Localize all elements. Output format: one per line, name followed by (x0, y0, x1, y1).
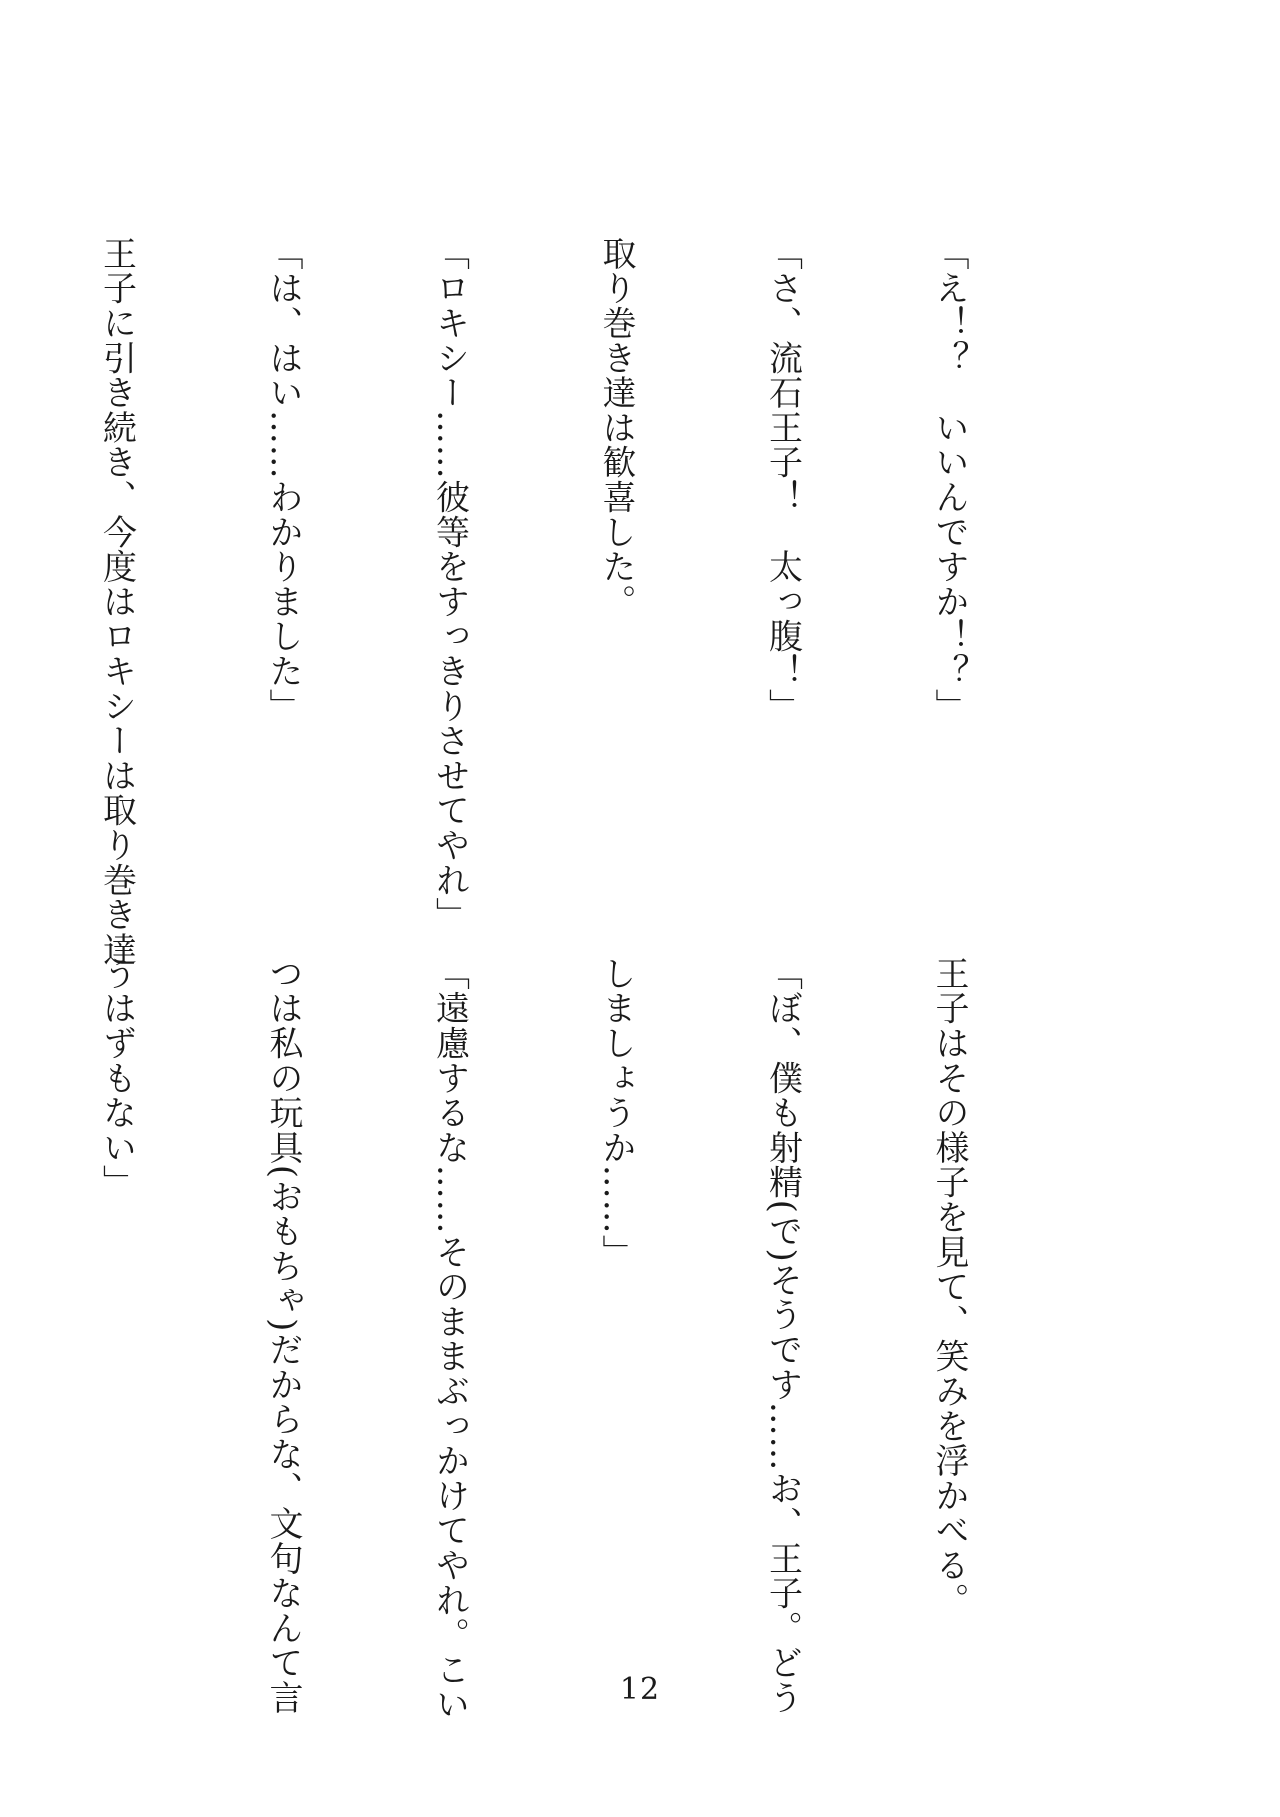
text-line: しましょうか……」 (596, 956, 636, 1270)
page-number: 12 (619, 1672, 661, 1707)
text-line: 「さ、流石王子！ 太っ腹！」 (762, 236, 803, 724)
text-line: つは私の玩具(おもちゃ)だからな、文句なんて言 (263, 956, 303, 1715)
text-line: 王子はその様子を見て、笑みを浮かべる。 (929, 956, 969, 1618)
text-block-top (0, 236, 1087, 967)
text-line: 取り巻き達は歓喜した。 (596, 236, 636, 619)
text-line: 「え！？ いいんですか！？」 (929, 236, 969, 724)
text-line: 王子に引き続き、今度はロキシーは取り巻き達 (96, 236, 137, 967)
text-line: 「は、はい……わかりました」 (263, 236, 303, 724)
text-line: 「ロキシー……彼等をすっきりさせてやれ」 (429, 236, 470, 932)
text-line: 「遠慮するな……そのままぶっかけてやれ。こい (429, 956, 470, 1722)
text-line: うはずもない」 (96, 956, 137, 1200)
text-line: 「ぼ、僕も射精(で)そうです……お、王子。どう (762, 956, 803, 1715)
